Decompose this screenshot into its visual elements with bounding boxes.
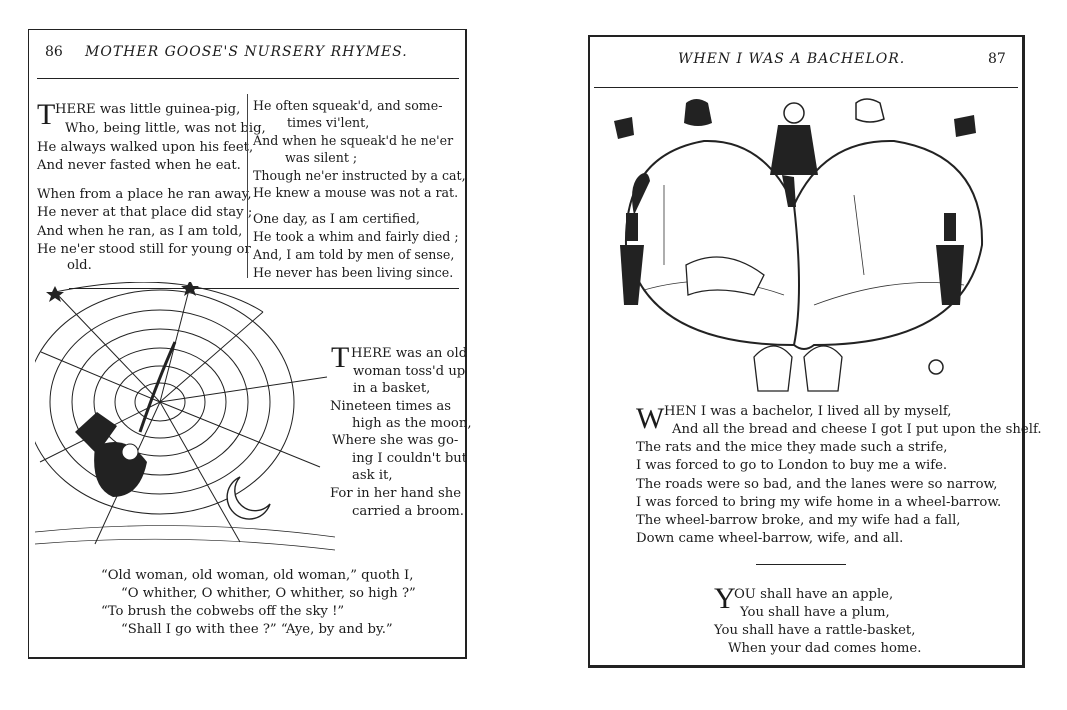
left-page: [28, 29, 472, 659]
dialogue-line: “Old woman, old woman, old woman,” quoth I,: [101, 568, 414, 583]
poem-line: HEN I was a bachelor, I lived all by myself,: [664, 404, 952, 419]
poem-line: Down came wheel-barrow, wife, and all.: [636, 531, 904, 546]
poem-line: I was forced to bring my wife home in a wheel-barrow.: [636, 495, 1002, 510]
poem-line: He took a whim and fairly died ;: [253, 229, 459, 244]
poem-line: was silent ;: [285, 150, 358, 165]
poem-line: And all the bread and cheese I got I put upon the shelf.: [672, 422, 1042, 437]
poem-line: The rats and the mice they made such a strife,: [636, 440, 948, 455]
bachelor-illustration: [604, 95, 1004, 395]
poem-line: He never has been living since.: [253, 265, 454, 280]
poem-line: ing I couldn't but: [352, 451, 468, 466]
poem-line: The wheel-barrow broke, and my wife had a fall,: [636, 513, 961, 528]
spider-web-illustration: [35, 282, 335, 554]
poem-line: He often squeak'd, and some-: [253, 98, 443, 113]
poem-line: HERE was an old: [351, 346, 468, 361]
poem-line: You shall have a rattle-basket,: [714, 623, 916, 638]
poem-line: He always walked upon his feet,: [37, 140, 254, 155]
page-number: 86: [45, 44, 63, 60]
poem-line: in a basket,: [353, 381, 431, 396]
drop-cap: W: [636, 402, 665, 435]
poem-line: The roads were so bad, and the lanes were so narrow,: [636, 477, 998, 492]
poem-line: You shall have a plum,: [740, 605, 890, 620]
drop-cap: T: [37, 98, 56, 131]
poem-line: I was forced to go to London to buy me a wife.: [636, 458, 948, 473]
poem-line: old.: [67, 258, 92, 273]
dialogue-line: “To brush the cobwebs off the sky !”: [101, 604, 345, 619]
running-title: MOTHER GOOSE'S NURSERY RHYMES.: [85, 44, 408, 60]
poem-line: Nineteen times as: [330, 399, 452, 414]
poem-line: And never fasted when he eat.: [37, 158, 241, 173]
poem-line: carried a broom.: [352, 504, 464, 519]
poem-line: high as the moon,: [352, 416, 472, 431]
poem-line: Where she was go-: [332, 433, 459, 448]
dialogue-line: “Shall I go with thee ?” “Aye, by and by.”: [121, 622, 393, 637]
poem-line: Though ne'er instructed by a cat,: [253, 168, 466, 183]
poem-line: He knew a mouse was not a rat.: [253, 185, 459, 200]
poem-line: OU shall have an apple,: [734, 587, 894, 602]
poem-line: ask it,: [352, 468, 393, 483]
poem-line: For in her hand she: [330, 486, 462, 501]
drop-cap: Y: [714, 582, 736, 615]
poem-line: One day, as I am certified,: [253, 211, 420, 226]
header-rule: [594, 87, 1018, 88]
header-rule: [37, 78, 459, 79]
page-number: 87: [988, 51, 1006, 67]
poem-line: Who, being little, was not big,: [65, 121, 266, 136]
poem-line: When your dad comes home.: [728, 641, 922, 656]
poem-line: And when he squeak'd he ne'er: [253, 133, 454, 148]
poem-line: And, I am told by men of sense,: [253, 247, 455, 262]
poem-line: times vi'lent,: [287, 115, 370, 130]
poem-line: He ne'er stood still for young or: [37, 242, 251, 257]
dialogue-line: “O whither, O whither, O whither, so high ?”: [121, 586, 416, 601]
poem-line: And when he ran, as I am told,: [37, 224, 243, 239]
running-title: WHEN I WAS A BACHELOR.: [678, 51, 906, 67]
poem-line: HERE was little guinea-pig,: [55, 102, 241, 117]
poem-line: woman toss'd up: [353, 364, 466, 379]
section-rule: [756, 564, 846, 565]
poem-line: When from a place he ran away,: [37, 187, 252, 202]
column-divider: [247, 94, 248, 278]
right-page: [588, 35, 1042, 668]
poem-line: He never at that place did stay ;: [37, 205, 253, 220]
drop-cap: T: [331, 341, 350, 374]
